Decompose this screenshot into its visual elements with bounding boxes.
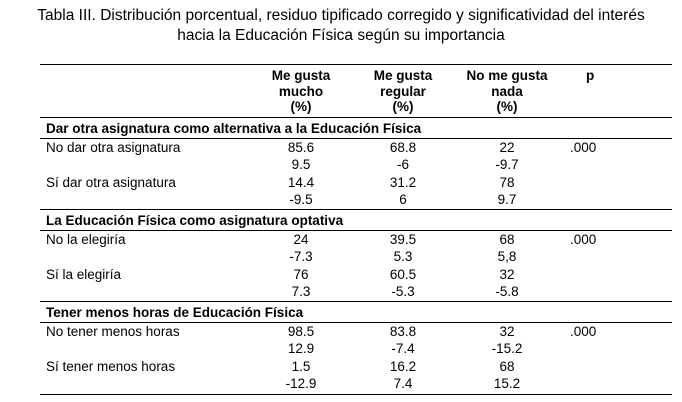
residual-cell: 7.4 — [352, 375, 454, 394]
row-label: Sí dar otra asignatura — [46, 174, 176, 190]
percentage-cell: 16.2 — [389, 358, 417, 374]
residual-cell: -5.8 — [495, 284, 519, 299]
header-a-line-2: mucho — [278, 83, 324, 99]
table-header — [40, 65, 672, 118]
header-a-line-3: (%) — [290, 99, 312, 114]
percentage-cell: 32 — [499, 266, 515, 282]
section-row — [40, 301, 672, 322]
row-label-empty — [40, 283, 250, 301]
table-row — [40, 191, 672, 209]
row-label-empty — [40, 156, 250, 174]
header-label — [40, 65, 250, 118]
p-value-empty — [560, 375, 672, 394]
percentage-cell: 78 — [499, 174, 515, 190]
percentage-cell: 68.8 — [389, 139, 417, 155]
section-title: La Educación Física como asignatura optativa — [40, 209, 672, 230]
p-value-empty — [560, 340, 672, 358]
residual-cell: 9.5 — [291, 157, 311, 172]
percentage-cell: 32 — [499, 323, 515, 339]
percentage-cell: 24 — [293, 231, 309, 247]
table-row — [40, 358, 672, 376]
residual-cell: 5,8 — [497, 249, 517, 264]
row-label-empty — [40, 375, 250, 394]
percentage-cell: 98.5 — [287, 323, 315, 339]
percentage-cell: 31.2 — [389, 174, 417, 190]
header-no-me-gusta-nada — [454, 65, 560, 118]
percentage-cell: 68 — [499, 358, 515, 374]
row-label: Sí la elegiría — [46, 266, 122, 282]
residual-cell: 7.3 — [291, 284, 311, 299]
table-row — [40, 266, 672, 284]
section-title: Tener menos horas de Educación Física — [40, 301, 672, 322]
header-a-line-1: Me gusta — [271, 68, 331, 83]
percentage-cell: 22 — [499, 139, 515, 155]
residual-cell: -7.4 — [391, 341, 415, 356]
p-value: .000 — [570, 231, 597, 247]
residual-cell: 12.9 — [287, 341, 315, 356]
percentage-cell: 14.4 — [287, 174, 315, 190]
table-row — [40, 375, 672, 394]
residual-cell: -15.2 — [491, 341, 523, 356]
table-row — [40, 283, 672, 301]
table-row — [40, 138, 672, 156]
residual-cell: 15.2 — [454, 375, 560, 394]
p-value: .000 — [570, 139, 597, 155]
header-me-gusta-mucho — [250, 65, 352, 118]
residual-cell: -5.3 — [391, 284, 415, 299]
percentage-cell: 68 — [499, 231, 515, 247]
table-row — [40, 156, 672, 174]
header-c-line-2: nada — [491, 83, 523, 99]
p-value-empty — [560, 266, 672, 284]
p-value-empty — [560, 156, 672, 174]
header-me-gusta-regular — [352, 65, 454, 118]
percentage-cell: 76 — [293, 266, 309, 282]
header-c-line-1: No me gusta — [466, 68, 548, 83]
section-title: Dar otra asignatura como alternativa a la Educación Física — [40, 117, 672, 138]
row-label-empty — [40, 340, 250, 358]
table-row — [40, 174, 672, 192]
caption-line-1: Tabla III. Distribución porcentual, residuo tipificado corregido y significatividad del interés — [37, 7, 645, 24]
caption-line-2: hacia la Educación Física según su importancia — [177, 27, 505, 44]
p-value-empty — [560, 174, 672, 192]
row-label: No la elegiría — [46, 231, 126, 247]
residual-cell: -12.9 — [250, 375, 352, 394]
section-row — [40, 209, 672, 230]
header-p: p — [560, 65, 672, 118]
row-label: No dar otra asignatura — [46, 139, 181, 155]
table-row — [40, 322, 672, 340]
data-table-container — [40, 64, 672, 395]
percentage-cell: 83.8 — [389, 323, 417, 339]
data-table — [40, 64, 672, 395]
section-row — [40, 117, 672, 138]
residual-cell: 6 — [399, 192, 407, 207]
header-c-line-3: (%) — [496, 99, 518, 114]
residual-cell: 9.7 — [497, 192, 517, 207]
header-b-line-2: regular — [380, 83, 426, 99]
table-body — [40, 117, 672, 394]
table-row — [40, 248, 672, 266]
row-label: No tener menos horas — [46, 323, 180, 339]
p-value-empty — [560, 248, 672, 266]
p-value: .000 — [570, 323, 597, 339]
p-value-empty — [560, 191, 672, 209]
table-row — [40, 230, 672, 248]
percentage-cell: 85.6 — [287, 139, 315, 155]
percentage-cell: 60.5 — [389, 266, 417, 282]
residual-cell: -9.7 — [495, 157, 519, 172]
table-caption — [0, 6, 682, 46]
residual-cell: -9.5 — [289, 192, 313, 207]
header-b-line-3: (%) — [392, 99, 414, 114]
residual-cell: 5.3 — [393, 249, 413, 264]
row-label-empty — [40, 248, 250, 266]
p-value-empty — [560, 283, 672, 301]
table-row — [40, 340, 672, 358]
residual-cell: -6 — [396, 157, 409, 172]
row-label-empty — [40, 191, 250, 209]
header-b-line-1: Me gusta — [373, 68, 433, 83]
percentage-cell: 1.5 — [291, 358, 311, 374]
p-value-empty — [560, 358, 672, 376]
row-label: Sí tener menos horas — [46, 358, 176, 374]
percentage-cell: 39.5 — [389, 231, 417, 247]
residual-cell: -7.3 — [289, 249, 313, 264]
